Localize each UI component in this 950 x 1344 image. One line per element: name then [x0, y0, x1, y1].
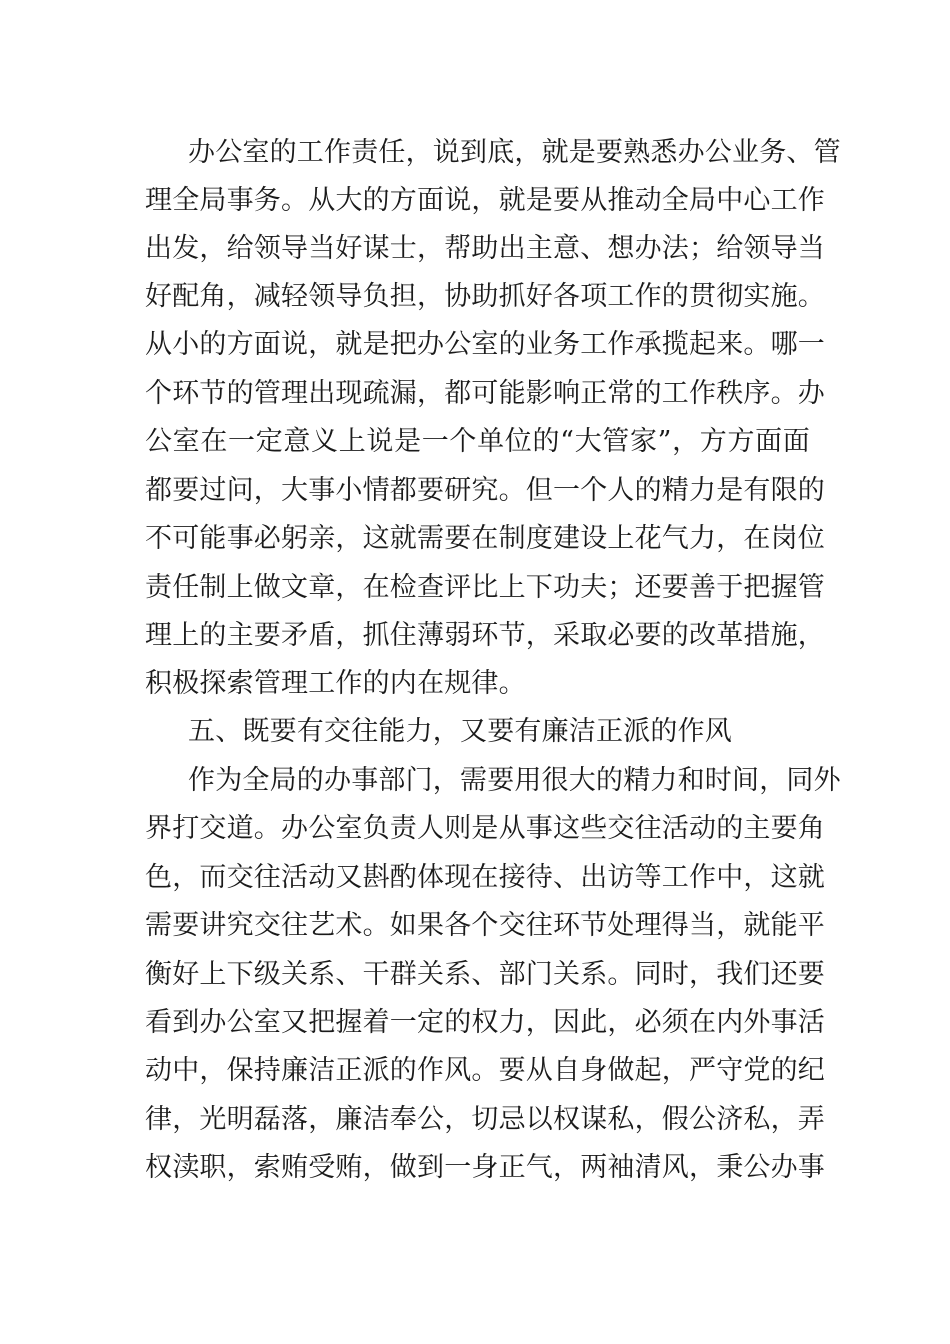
paragraph-1-line-1: 办公室的工作责任，说到底，就是要熟悉办公业务、管 — [188, 137, 841, 168]
paragraph-1-line-12: 积极探索管理工作的内在规律。 — [145, 668, 526, 699]
paragraph-1-line-4: 好配角，减轻领导负担，协助抓好各项工作的贯彻实施。 — [145, 281, 825, 312]
paragraph-1-line-2: 理全局事务。从大的方面说，就是要从推动全局中心工作 — [145, 185, 825, 216]
paragraph-2-line-6: 看到办公室又把握着一定的权力，因此，必须在内外事活 — [145, 1007, 825, 1038]
paragraph-1-line-8: 都要过问，大事小情都要研究。但一个人的精力是有限的 — [145, 475, 825, 506]
paragraph-2-line-4: 需要讲究交往艺术。如果各个交往环节处理得当，就能平 — [145, 910, 825, 941]
paragraph-2-line-1: 作为全局的办事部门，需要用很大的精力和时间，同外 — [188, 765, 841, 796]
paragraph-1-line-9: 不可能事必躬亲，这就需要在制度建设上花气力，在岗位 — [145, 523, 825, 554]
paragraph-2-line-7: 动中，保持廉洁正派的作风。要从自身做起，严守党的纪 — [145, 1055, 825, 1086]
paragraph-1-line-11: 理上的主要矛盾，抓住薄弱环节，采取必要的改革措施， — [145, 620, 825, 651]
paragraph-2-line-5: 衡好上下级关系、干群关系、部门关系。同时，我们还要 — [145, 959, 825, 990]
paragraph-2-line-3: 色，而交往活动又斟酌体现在接待、出访等工作中，这就 — [145, 862, 825, 893]
paragraph-1-line-6: 个环节的管理出现疏漏，都可能影响正常的工作秩序。办 — [145, 378, 825, 409]
paragraph-1-line-10: 责任制上做文章，在检查评比上下功夫；还要善于把握管 — [145, 572, 825, 603]
paragraph-2-line-2: 界打交道。办公室负责人则是从事这些交往活动的主要角 — [145, 813, 825, 844]
section-heading-5: 五、既要有交往能力，又要有廉洁正派的作风 — [188, 716, 732, 747]
paragraph-2-line-8: 律，光明磊落，廉洁奉公，切忌以权谋私，假公济私，弄 — [145, 1104, 825, 1135]
paragraph-1-line-7: 公室在一定意义上说是一个单位的“大管家”，方方面面 — [145, 426, 810, 457]
paragraph-1-line-3: 出发，给领导当好谋士，帮助出主意、想办法；给领导当 — [145, 233, 825, 264]
paragraph-2-line-9: 权渎职，索贿受贿，做到一身正气，两袖清风，秉公办事 — [145, 1152, 825, 1183]
paragraph-1-line-5: 从小的方面说，就是把办公室的业务工作承揽起来。哪一 — [145, 329, 825, 360]
